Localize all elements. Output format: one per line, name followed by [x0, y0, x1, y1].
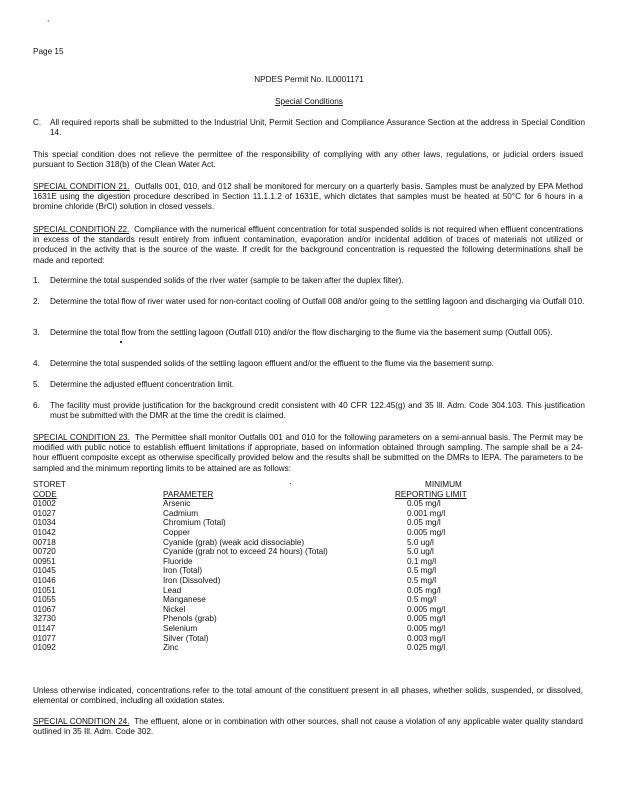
- storet-code-cell: 01002: [33, 499, 56, 509]
- reporting-limit-cell: 0.005 mg/l: [407, 527, 446, 537]
- scan-speck: [120, 341, 122, 343]
- list-item-number: 3.: [33, 328, 40, 337]
- page-number: Page 15: [33, 47, 64, 56]
- storet-code-cell: 32730: [33, 614, 56, 624]
- list-item-text: Determine the total flow of river water used for non-contact cooling of Outfall 008 and/or going to the settling lagoon and discharging via Outfall 010.: [50, 297, 585, 306]
- table-row: [33, 557, 575, 567]
- parameter-cell: Iron (Dissolved): [163, 575, 221, 585]
- reporting-limit-cell: 5.0 ug/l: [407, 537, 434, 547]
- section-title: Special Conditions: [275, 97, 343, 106]
- table-row: [33, 528, 575, 538]
- special-condition-24-heading: SPECIAL CONDITION 24.: [33, 717, 130, 726]
- parameter-cell: Lead: [163, 585, 182, 595]
- parameter-cell: Selenium: [163, 623, 198, 633]
- parameters-table: [33, 480, 575, 653]
- storet-code-cell: 01051: [33, 585, 56, 595]
- special-condition-22: [33, 225, 583, 266]
- special-condition-23-heading: SPECIAL CONDITION 23.: [33, 433, 130, 442]
- reporting-limit-cell: 0.5 mg/l: [407, 575, 437, 585]
- reporting-limit-cell: 0.5 mg/l: [407, 595, 437, 605]
- storet-code-cell: 00718: [33, 537, 56, 547]
- table-row: [33, 576, 575, 586]
- paragraph-relieve: This special condition does not relieve the permittee of the responsibility of compliying with any other laws, regulations, or judicial orders issued pursuant to Section 318(b) of the Clean Water Act.: [33, 150, 583, 170]
- table-header-row: [33, 490, 575, 500]
- reporting-limit-cell: 0.1 mg/l: [407, 556, 437, 566]
- list-item-text: The facility must provide justification for the background credit consistent with 40 CFR 122.45(g) and 35 Ill. Adm. Code 304.103. This justification must be submitted with the DMR at the time the credit is claimed.: [50, 401, 585, 421]
- table-row: [33, 586, 575, 596]
- list-item-number: 1.: [33, 276, 40, 285]
- storet-code-cell: 01067: [33, 604, 56, 614]
- header-code: CODE: [33, 489, 57, 499]
- storet-code-cell: 01055: [33, 595, 56, 605]
- parameter-cell: Cyanide (grab) (weak acid dissociable): [163, 537, 305, 547]
- list-item-text: Determine the adjusted effluent concentration limit.: [50, 380, 235, 389]
- reporting-limit-cell: 0.05 mg/l: [407, 518, 441, 528]
- table-row: [33, 614, 575, 624]
- parameter-cell: Cadmium: [163, 508, 199, 518]
- parameter-cell: Arsenic: [163, 499, 191, 509]
- storet-code-cell: 01077: [33, 633, 56, 643]
- table-row: [33, 547, 575, 557]
- storet-code-cell: 01046: [33, 575, 56, 585]
- parameter-cell: Phenols (grab): [163, 614, 217, 624]
- storet-code-cell: 00951: [33, 556, 56, 566]
- table-row: [33, 595, 575, 605]
- list-item-text: Determine the total suspended solids of the river water (sample to be taken after the duplex filter).: [50, 276, 404, 285]
- header-reporting-limit: REPORTING LIMIT: [395, 489, 467, 499]
- table-header-row: [33, 480, 575, 490]
- special-condition-21-text: Outfalls 001, 010, and 012 shall be monitored for mercury on a quarterly basis. Samples must be analyzed by EPA Method 1631E using the digestion procedure described in Section 11.1.1.2 of 1631E, which dictates that samples must be heated at 50°C for 6 hours in a bromine chloride (BrCl) solution in closed vessels.: [33, 182, 583, 212]
- table-row: [33, 643, 575, 653]
- corner-mark: ,: [47, 14, 50, 23]
- list-item-number: 5.: [33, 380, 40, 389]
- reporting-limit-cell: 0.5 mg/l: [407, 566, 437, 576]
- list-item-number: 2.: [33, 297, 40, 306]
- special-condition-23-text: The Permittee shall monitor Outfalls 001 and 010 for the following parameters on a semi-annual basis. The Permit may be modified with public notice to establish effluent limitations if appropriate, based on information obtained through sampling. The sample shall be a 24-hour effluent composite except as otherwise specifically provided below and the results shall be submitted on the DMRs to IEPA. The parameters to be sampled and the minimum reporting limits to be attained are as follows:: [33, 433, 583, 473]
- special-condition-21: [33, 182, 583, 213]
- paragraph-c-label: C.: [33, 118, 42, 127]
- special-condition-21-heading: SPECIAL CONDITION 21.: [33, 182, 130, 191]
- reporting-limit-cell: 0.005 mg/l: [407, 614, 446, 624]
- parameter-cell: Manganese: [163, 595, 206, 605]
- reporting-limit-cell: 0.005 mg/l: [407, 604, 446, 614]
- table-row: [33, 605, 575, 615]
- reporting-limit-cell: 0.025 mg/l: [407, 643, 446, 653]
- reporting-limit-cell: 5.0 ug/l: [407, 547, 434, 557]
- header-minimum: MINIMUM: [425, 480, 462, 489]
- parameter-cell: Iron (Total): [163, 566, 203, 576]
- table-row: [33, 634, 575, 644]
- parameter-cell: Zinc: [163, 643, 179, 653]
- paragraph-unless: Unless otherwise indicated, concentrations refer to the total amount of the constituent present in all phases, whether solids, suspended, or dissolved, elemental or combined, including all oxidation states.: [33, 686, 583, 706]
- reporting-limit-cell: 0.001 mg/l: [407, 508, 446, 518]
- parameter-cell: Fluoride: [163, 556, 193, 566]
- table-row: [33, 509, 575, 519]
- reporting-limit-cell: 0.05 mg/l: [407, 499, 441, 509]
- list-item-number: 4.: [33, 359, 40, 368]
- reporting-limit-cell: 0.05 mg/l: [407, 585, 441, 595]
- special-condition-22-text: Compliance with the numerical effluent concentration for total suspended solids is not required when effluent concentrations in excess of the standards result entirely from influent contamination, evaporation and/or incidental addition of traces of materials not utilized or produced in the activity that is the source of the waste. If credit for the background concentration is requested the following determinations shall be made and reported:: [33, 225, 583, 265]
- table-row: [33, 499, 575, 509]
- special-condition-23: [33, 433, 583, 474]
- storet-code-cell: 01042: [33, 527, 56, 537]
- header-storet: STORET: [33, 480, 67, 489]
- header-parameter: PARAMETER: [163, 489, 214, 499]
- list-item-number: 6.: [33, 401, 40, 410]
- parameter-cell: Cyanide (grab not to exceed 24 hours) (Total): [163, 547, 328, 557]
- permit-title: NPDES Permit No. IL0001171: [254, 75, 364, 84]
- special-condition-24-text: The effluent, alone or in combination with other sources, shall not cause a violation of any applicable water quality standard outlined in 35 Ill. Adm. Code 302.: [33, 717, 583, 737]
- list-item-text: Determine the total suspended solids of the settling lagoon effluent and/or the effluent to the flume via the basement sump.: [50, 359, 494, 368]
- parameter-cell: Chromium (Total): [163, 518, 226, 528]
- table-row: [33, 566, 575, 576]
- special-condition-22-heading: SPECIAL CONDITION 22.: [33, 225, 130, 234]
- storet-code-cell: 01027: [33, 508, 56, 518]
- list-item-text: Determine the total flow from the settling lagoon (Outfall 010) and/or the flow discharging to the flume via the basement sump (Outfall 005).: [50, 328, 553, 337]
- storet-code-cell: 01045: [33, 566, 56, 576]
- storet-code-cell: 01092: [33, 643, 56, 653]
- parameter-cell: Copper: [163, 527, 190, 537]
- table-row: [33, 624, 575, 634]
- scan-speck: [290, 483, 291, 484]
- special-condition-24: [33, 717, 583, 737]
- table-row: [33, 538, 575, 548]
- storet-code-cell: 00720: [33, 547, 56, 557]
- reporting-limit-cell: 0.005 mg/l: [407, 623, 446, 633]
- paragraph-c-text: All required reports shall be submitted to the Industrial Unit, Permit Section and Compliance Assurance Section at the address in Special Condition 14.: [50, 118, 585, 138]
- parameter-cell: Silver (Total): [163, 633, 209, 643]
- table-row: [33, 518, 575, 528]
- reporting-limit-cell: 0.003 mg/l: [407, 633, 446, 643]
- storet-code-cell: 01147: [33, 623, 56, 633]
- storet-code-cell: 01034: [33, 518, 56, 528]
- parameter-cell: Nickel: [163, 604, 186, 614]
